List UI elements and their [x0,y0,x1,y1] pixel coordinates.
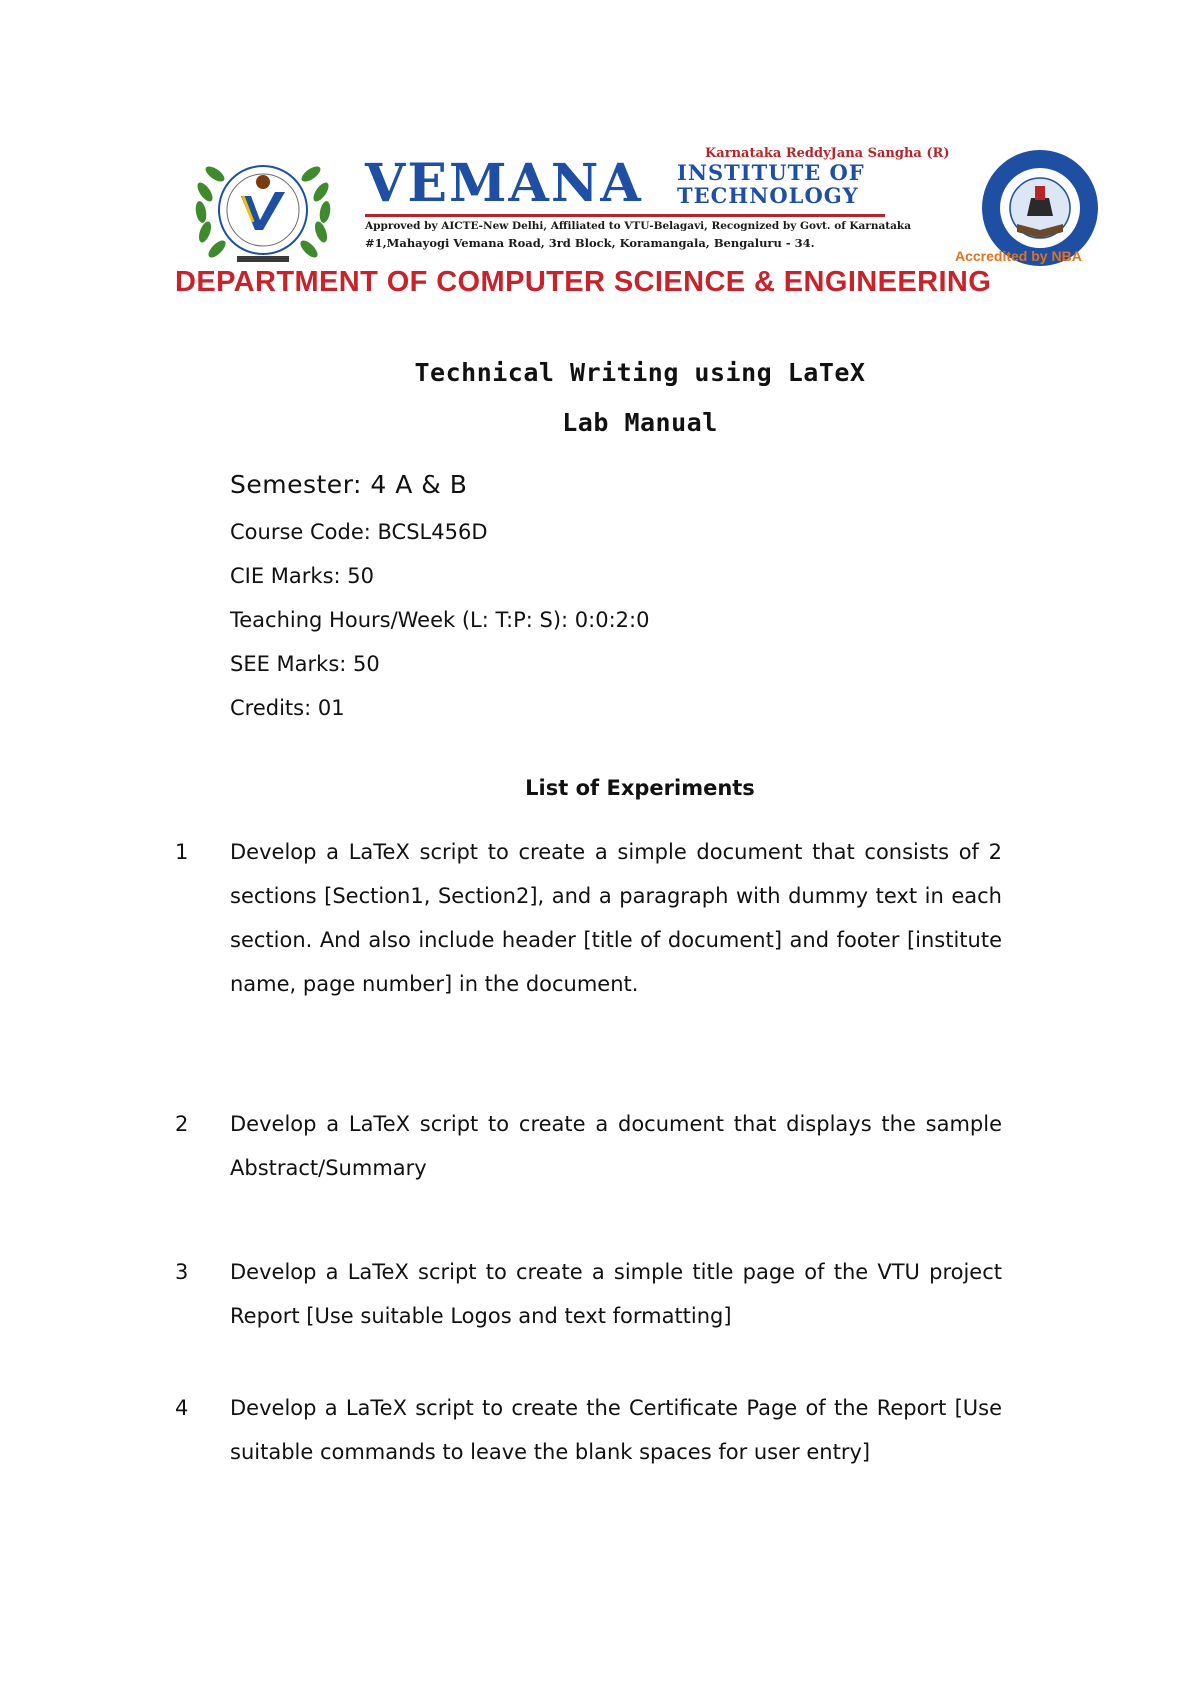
approval-text: Approved by AICTE-New Delhi, Affiliated to VTU-Belagavi, Recognized by Govt. of Karnataka [365,220,912,232]
experiment-description: Develop a LaTeX script to create a document that displays the sample Abstract/Summary [230,1112,1002,1180]
experiment-number: 4 [175,1396,189,1420]
department-name: DEPARTMENT OF COMPUTER SCIENCE & ENGINEERING [175,266,992,298]
credits: Credits: 01 [230,696,345,720]
experiment-description: Develop a LaTeX script to create a simple title page of the VTU project Report [Use suitable Logos and text formatting] [230,1260,1002,1328]
course-code: Course Code: BCSL456D [230,520,488,544]
letterhead [175,140,1135,300]
semester-info: Semester: 4 A & B [230,470,468,499]
institute-name-line2: TECHNOLOGY [677,183,859,208]
teaching-hours: Teaching Hours/Week (L: T:P: S): 0:0:2:0 [230,608,650,632]
cie-marks: CIE Marks: 50 [230,564,374,588]
institute-branding [365,140,965,280]
course-details [230,460,1030,730]
experiment-number: 3 [175,1260,189,1284]
experiment-description: Develop a LaTeX script to create a simple document that consists of 2 sections [Section1, Section2], and a paragraph with dummy text in each section. And also include header [title of document] and footer [institute name, page number] in the document. [230,840,1002,996]
institute-name: VEMANA [365,153,643,214]
experiment-number: 1 [175,840,189,864]
document-title: Technical Writing using LaTeX [414,358,866,387]
experiment-number: 2 [175,1112,189,1136]
see-marks: SEE Marks: 50 [230,652,380,676]
experiment-description: Develop a LaTeX script to create the Certificate Page of the Report [Use suitable commands to leave the blank spaces for user entry] [230,1396,1002,1464]
document-subtitle: Lab Manual [562,408,718,437]
institute-crest-logo [183,152,343,272]
institute-name-line1: INSTITUTE OF [677,160,865,185]
sangha-name: Karnataka ReddyJana Sangha (R) [705,146,950,161]
institute-address: #1,Mahayogi Vemana Road, 3rd Block, Koramangala, Bengaluru - 34. [365,236,815,250]
branding-divider [365,214,885,217]
accreditation-label: Accredited by NBA [955,248,1082,264]
experiments-heading: List of Experiments [525,776,755,800]
